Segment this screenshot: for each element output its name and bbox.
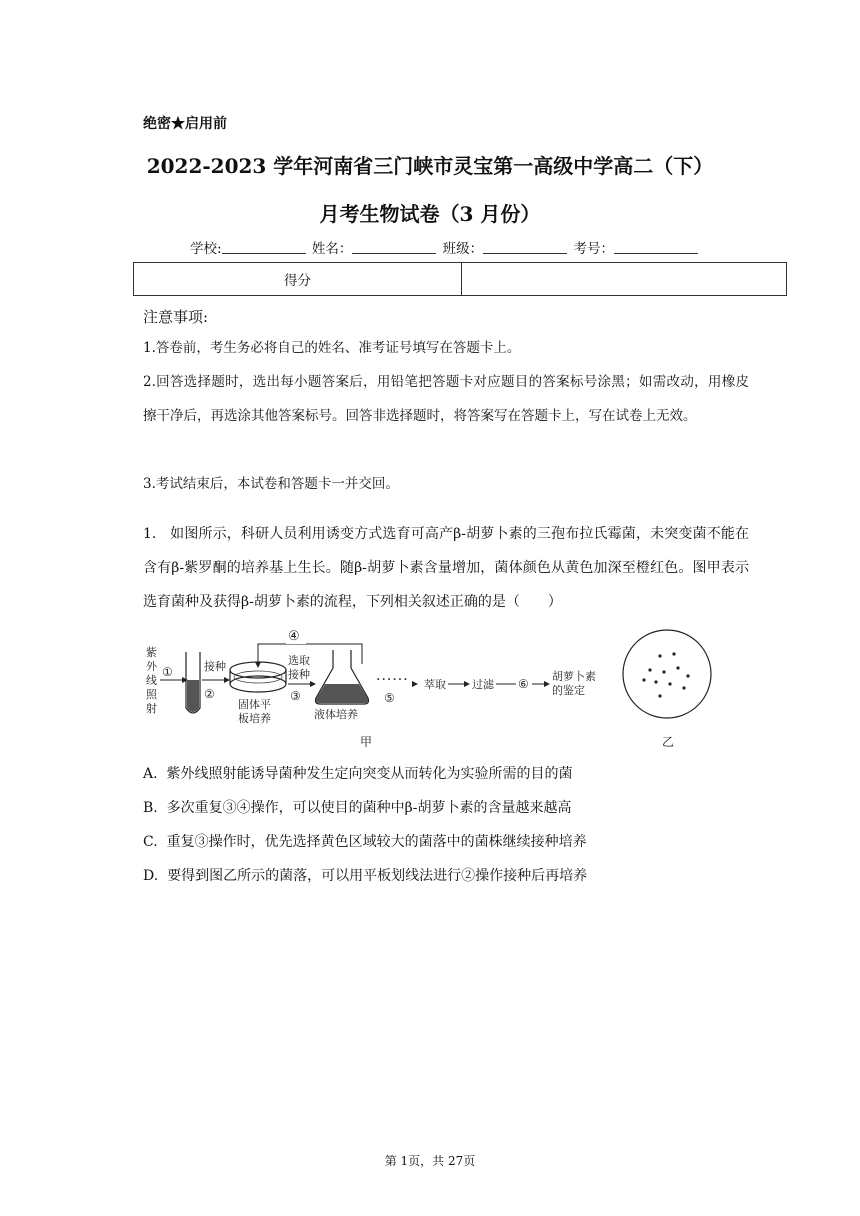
option-letter: C. <box>143 834 158 850</box>
test-tube-icon <box>186 652 200 713</box>
extract-label: 萃取 <box>424 678 446 691</box>
score-value[interactable] <box>462 263 786 295</box>
score-table <box>133 262 787 296</box>
step1-label: ① <box>162 665 173 679</box>
question-figure <box>140 622 740 752</box>
plate-label-1: 固体平 <box>238 698 271 711</box>
option-letter: B. <box>143 800 158 816</box>
liquid-label: 液体培养 <box>314 708 358 721</box>
step6-label: ⑥ <box>518 677 529 691</box>
plate-label-2: 板培养 <box>238 712 271 725</box>
step5-label: ⑤ <box>384 691 395 705</box>
option-b[interactable] <box>143 797 571 817</box>
select-label-1: 选取 <box>288 654 310 667</box>
option-text: 多次重复③④操作，可以使目的菌种中β-胡萝卜素的含量越来越高 <box>166 800 572 816</box>
school-blank[interactable] <box>222 241 306 254</box>
score-label: 得分 <box>134 263 462 295</box>
option-c[interactable] <box>143 831 587 851</box>
question-number: 1. <box>143 526 157 542</box>
option-text: 重复③操作时，优先选择黄色区域较大的菌落中的菌株继续接种培养 <box>166 834 587 850</box>
name-label: 姓名： <box>311 241 353 257</box>
notice-title: 注意事项: <box>143 308 209 326</box>
result-label-2: 的鉴定 <box>552 684 585 697</box>
school-label: 学校: <box>190 241 222 257</box>
step4-label: ④ <box>288 629 300 644</box>
uv-label: 紫外线照射 <box>146 646 157 715</box>
step3-label: ③ <box>290 689 301 703</box>
exam-title-line1: 2022-2023 学年河南省三门峡市灵宝第一高级中学高二（下） <box>146 154 714 178</box>
filter-label: 过滤 <box>472 678 494 691</box>
secret-mark: 绝密★启用前 <box>143 116 227 132</box>
select-label-2: 接种 <box>288 668 310 681</box>
question-text: 如图所示，科研人员利用诱变方式选育可高产β-胡萝卜素的三孢布拉氏霉菌，未突变菌不能在含有β-紫罗酮的培养基上生长。随β-胡萝卜素含量增加，菌体颜色从黄色加深至橙红色。图甲表示选育菌种及获得β-胡萝卜素的流程，下列相关叙述正确的是（ ） <box>143 526 749 610</box>
student-info-row <box>190 237 700 257</box>
exam-no-blank[interactable] <box>614 241 698 254</box>
option-letter: D. <box>143 868 159 884</box>
option-a[interactable] <box>143 763 572 783</box>
exam-title-line2: 月考生物试卷（3 月份） <box>319 202 541 226</box>
name-blank[interactable] <box>352 241 436 254</box>
notice-item-3: 3.考试结束后，本试卷和答题卡一并交回。 <box>143 476 399 492</box>
step2-label: ② <box>204 687 215 701</box>
exam-no-label: 考号： <box>573 241 614 257</box>
colony-plate-icon <box>623 630 711 718</box>
result-label-1: 胡萝卜素 <box>552 670 596 683</box>
caption-jia: 甲 <box>360 735 373 749</box>
option-text: 要得到图乙所示的菌落，可以用平板划线法进行②操作接种后再培养 <box>167 868 588 884</box>
class-label: 班级： <box>442 241 484 257</box>
caption-yi: 乙 <box>662 735 675 749</box>
option-text: 紫外线照射能诱导菌种发生定向突变从而转化为实验所需的目的菌 <box>166 766 573 782</box>
loop-arrow-4 <box>258 644 362 664</box>
notice-item-1: 1.答卷前，考生务必将自己的姓名、准考证号填写在答题卡上。 <box>143 340 521 356</box>
flask-icon <box>316 650 369 704</box>
inoculate-label: 接种 <box>204 660 226 673</box>
ellipsis: ······ <box>376 672 409 688</box>
class-blank[interactable] <box>483 241 567 254</box>
question-1-stem <box>143 517 749 619</box>
option-d[interactable] <box>143 865 587 885</box>
notice-item-2: 2.回答选择题时，选出每小题答案后，用铅笔把答题卡对应题目的答案标号涂黑；如需改动，用橡皮擦干净后，再选涂其他答案标号。回答非选择题时，将答案写在答题卡上，写在试卷上无效。 <box>143 374 749 424</box>
option-letter: A. <box>143 766 158 782</box>
page-footer: 第 1页，共 27页 <box>384 1154 476 1168</box>
